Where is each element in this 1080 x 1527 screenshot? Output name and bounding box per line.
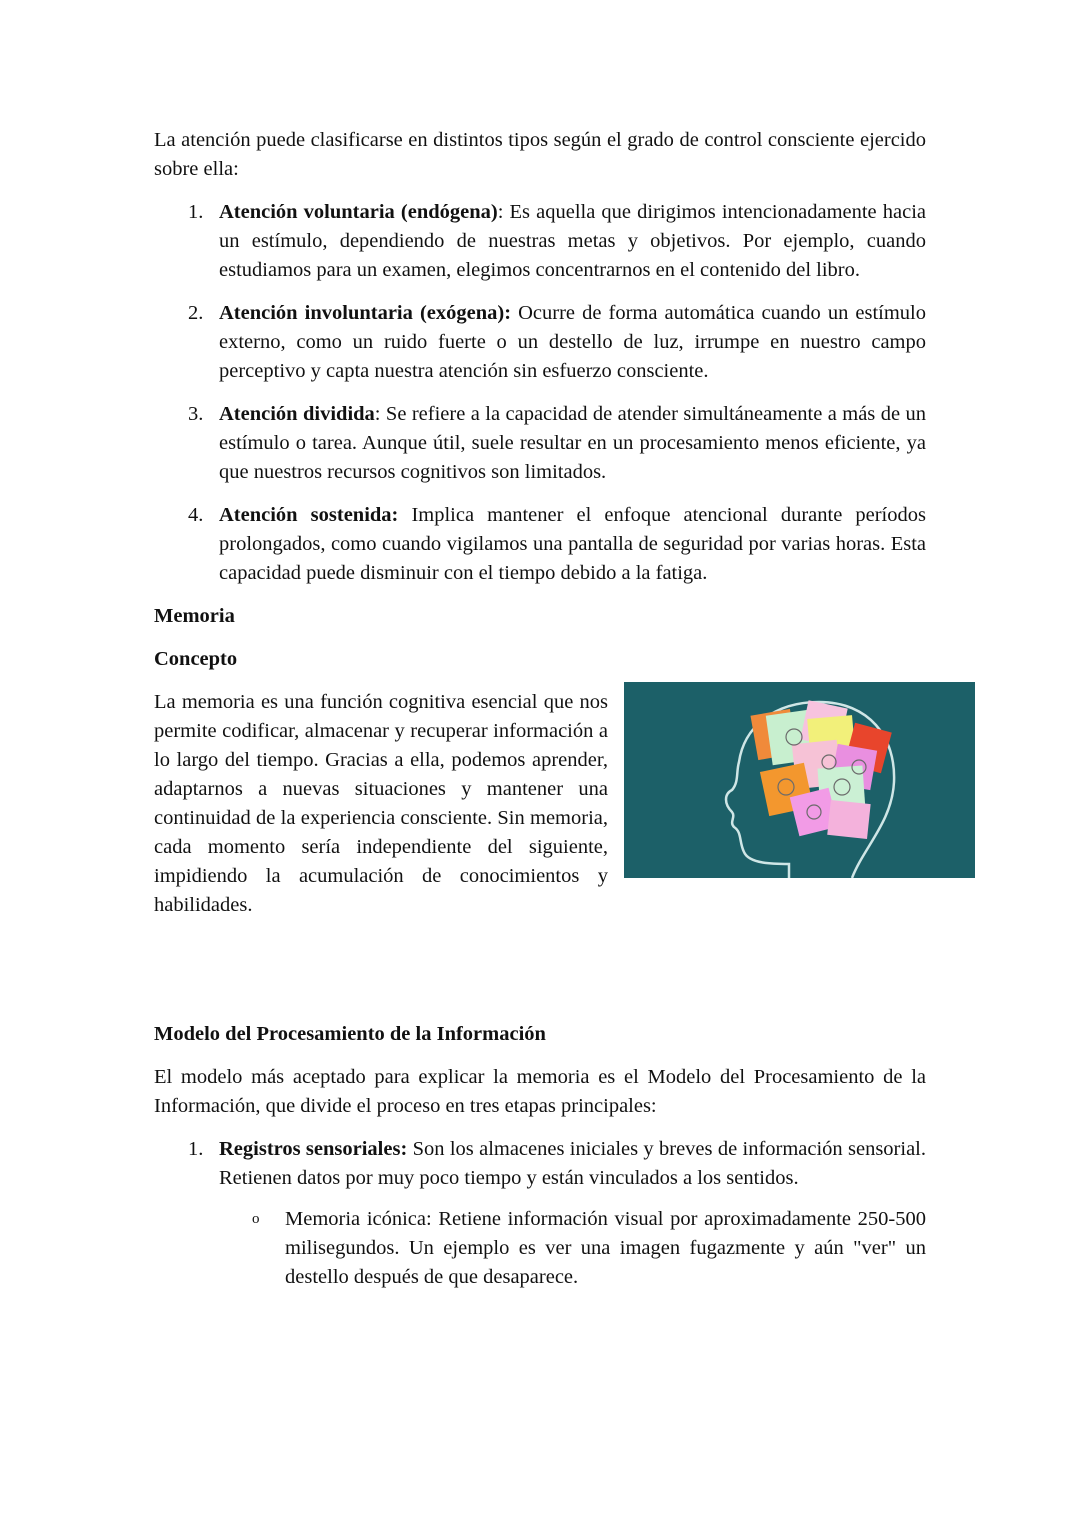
attention-types-list — [154, 198, 926, 588]
item-title: Atención sostenida: — [219, 504, 399, 526]
circle-bullet-icon: o — [252, 1211, 260, 1227]
item-title: Atención voluntaria (endógena) — [219, 201, 498, 223]
concept-paragraph: La memoria es una función cognitiva esencial que nos permite codificar, almacenar y recuperar información a lo largo del tiempo. Gracias a ella, podemos aprender, adaptarnos a nuevas situaciones y mantener una continuidad de la experiencia consciente. Sin memoria, cada momento sería independiente del siguiente, impidiendo la acumulación de conocimientos y habilidades. — [154, 691, 608, 916]
item-title: Atención dividida — [219, 403, 375, 425]
list-item: 1. Atención voluntaria (endógena): Es aquella que dirigimos intencionadamente hacia un estímulo, dependiendo de nuestras metas y objetivos. Por ejemplo, cuando estudiamos para un examen, elegimos concentrarnos en el contenido del libro. — [188, 201, 927, 281]
memory-illustration — [624, 682, 975, 878]
list-item: 2. Atención involuntaria (exógena): Ocurre de forma automática cuando un estímulo externo, como un ruido fuerte o un destello de luz, irrumpe en nuestro campo perceptivo y capta nuestra atención sin esfuerzo consciente. — [188, 302, 927, 382]
section-heading-modelo: Modelo del Procesamiento de la Información — [154, 1023, 546, 1045]
intro-paragraph: La atención puede clasificarse en distintos tipos según el grado de control consciente ejercido sobre ella: — [154, 129, 926, 180]
item-title: Atención involuntaria (exógena): — [219, 302, 512, 324]
head-with-ideas-icon — [624, 682, 975, 878]
item-title: Registros sensoriales: — [219, 1138, 408, 1160]
document-page — [154, 126, 926, 1292]
list-item: 1. Registros sensoriales: Son los almacenes iniciales y breves de información sensorial. Retienen datos por muy poco tiempo y están vinculados a los sentidos. — [188, 1138, 927, 1189]
list-item: 4. Atención sostenida: Implica mantener el enfoque atencional durante períodos prolongados, como cuando vigilamos una pantalla de seguridad por varias horas. Esta capacidad puede disminuir con el tiempo debido a la fatiga. — [188, 504, 926, 584]
stages-list — [154, 1135, 926, 1193]
concept-section — [154, 688, 926, 920]
subheading-concepto: Concepto — [154, 648, 238, 670]
sub-list-item: o Memoria icónica: Retiene información visual por aproximadamente 250-500 milisegundos. Un ejemplo es ver una imagen fugazmente y aún "ver" un destello después de que desaparece. — [154, 1205, 926, 1292]
modelo-intro-paragraph: El modelo más aceptado para explicar la memoria es el Modelo del Procesamiento de la Información, que divide el proceso en tres etapas principales: — [154, 1066, 926, 1117]
section-heading-memoria: Memoria — [154, 605, 235, 627]
list-item: 3. Atención dividida: Se refiere a la capacidad de atender simultáneamente a más de un estímulo o tarea. Aunque útil, suele resultar en un procesamiento menos eficiente, ya que nuestros recursos cognitivos son limitados. — [188, 403, 926, 483]
